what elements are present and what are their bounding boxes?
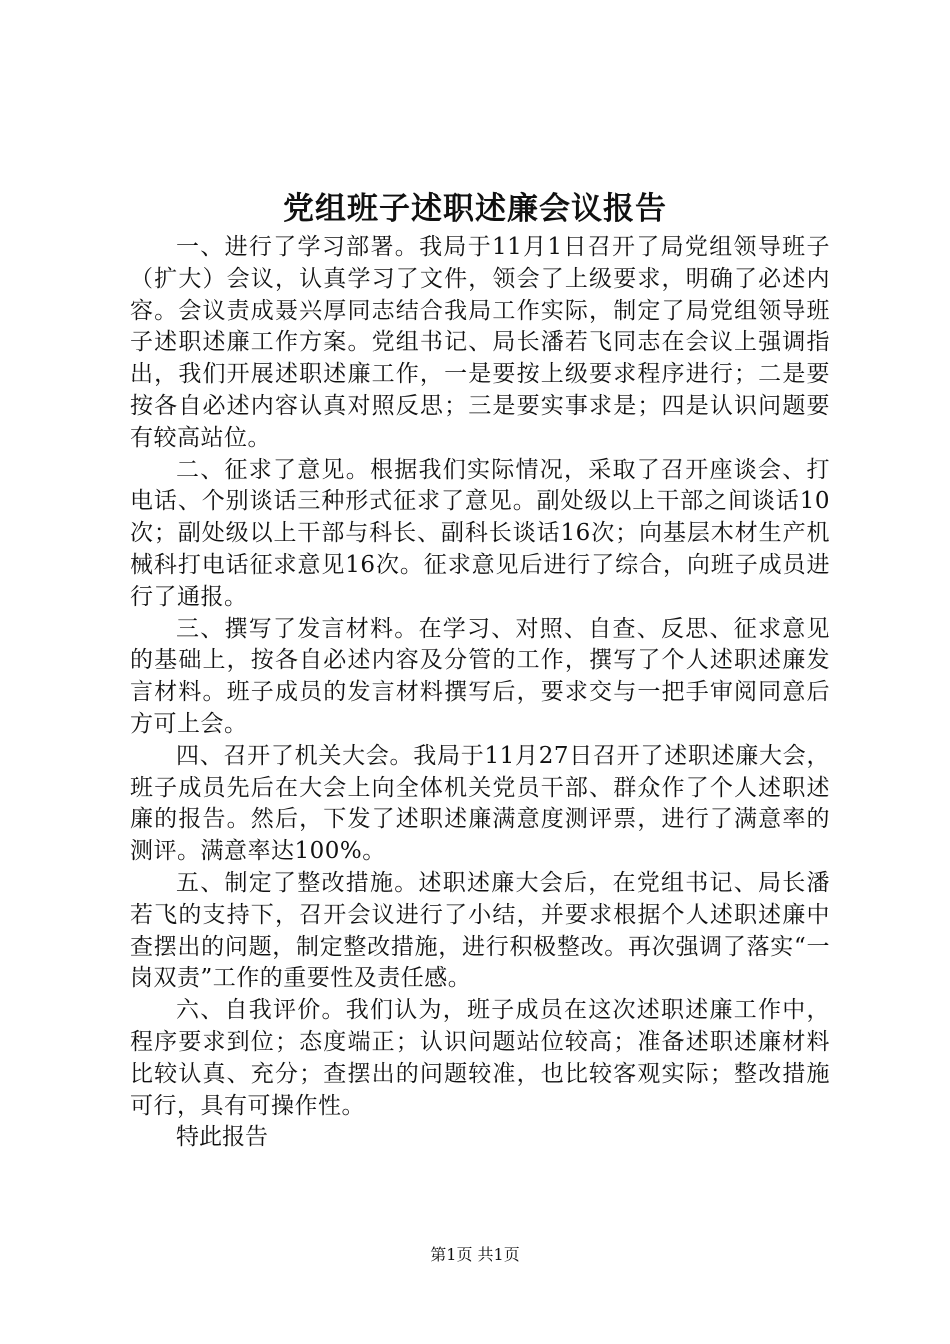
paragraph-write-materials: 三、撰写了发言材料。在学习、对照、自查、反思、征求意见的基础上，按各自必述内容及分管的工作，撰写了个人述职述廉发言材料。班子成员的发言材料撰写后，要求交与一把手审阅同意后方可上会。 [130,615,830,737]
closing-line: 特此报告 [176,1124,268,1151]
paragraph-hold-meeting: 四、召开了机关大会。我局于11月27日召开了述职述廉大会，班子成员先后在大会上向全体机关党员干部、群众作了个人述职述廉的报告。然后，下发了述职述廉满意度测评票，进行了满意率的测评。满意率达100%。 [130,742,830,865]
document-body [130,232,830,1154]
page-footer: 第1页 共1页 [430,1245,520,1264]
document-title: 党组班子述职述廉会议报告 [283,191,667,227]
paragraph-self-evaluation: 六、自我评价。我们认为，班子成员在这次述职述廉工作中，程序要求到位；态度端正；认识问题站位较高；准备述职述廉材料比较认真、充分；查摆出的问题较准，也比较客观实际；整改措施可行，具有可操作性。 [130,997,830,1119]
paragraph-rectification: 五、制定了整改措施。述职述廉大会后，在党组书记、局长潘若飞的支持下，召开会议进行了小结，并要求根据个人述职述廉中查摆出的问题，制定整改措施，进行积极整改。再次强调了落实“一岗双责”工作的重要性及责任感。 [130,869,830,992]
paragraph-study-deployment: 一、进行了学习部署。我局于11月1日召开了局党组领导班子（扩大）会议，认真学习了文件，领会了上级要求，明确了必述内容。会议责成聂兴厚同志结合我局工作实际，制定了局党组领导班子述职述廉工作方案。党组书记、局长潘若飞同志在会议上强调指出，我们开展述职述廉工作，一是要按上级要求程序进行；二是要按各自必述内容认真对照反思；三是要实事求是；四是认识问题要有较高站位。 [130,234,830,451]
paragraph-solicit-opinions: 二、征求了意见。根据我们实际情况，采取了召开座谈会、打电话、个别谈话三种形式征求了意见。副处级以上干部之间谈话10次；副处级以上干部与科长、副科长谈话16次；向基层木材生产机械科打电话征求意见16次。征求意见后进行了综合，向班子成员进行了通报。 [130,456,830,610]
